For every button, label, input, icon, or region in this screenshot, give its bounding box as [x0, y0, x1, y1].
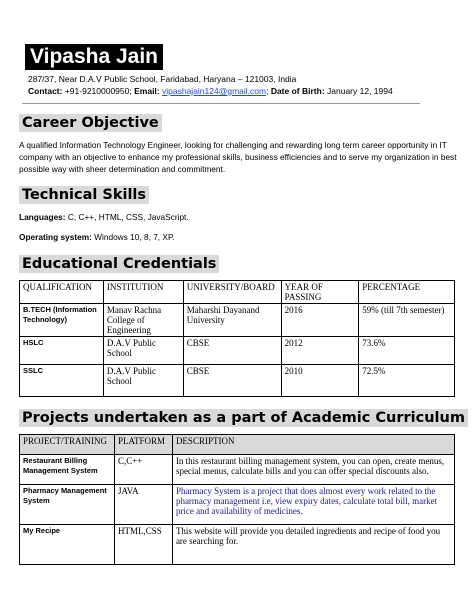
table-row: [20, 455, 455, 485]
percentage-cell: 72.5%: [359, 365, 455, 397]
platform-cell: C,C++: [114, 455, 172, 485]
table-row: [20, 485, 455, 525]
resume-name: Vipasha Jain: [25, 44, 163, 70]
column-header: QUALIFICATION: [20, 281, 104, 304]
column-header: UNIVERSITY/BOARD: [183, 281, 281, 304]
qualification-cell: HSLC: [20, 337, 104, 365]
email-link[interactable]: vipashajain124@gmail.com: [162, 86, 267, 96]
email-label: Email:: [134, 86, 160, 96]
board-cell: Maharshi Dayanand University: [183, 304, 281, 337]
description-cell: This website will provide you detailed ingredients and recipe of food you are searching for.: [172, 525, 454, 565]
project-name-cell: Restaurant Billing Management System: [20, 455, 115, 485]
year-cell: 2010: [281, 365, 359, 397]
qualification-cell: SSLC: [20, 365, 104, 397]
education-header-row: [20, 281, 455, 304]
description-cell: Pharmacy System is a project that does almost every work related to the pharmacy management i.e, view expiry dates, calculate total bill, market price and availability of medicines.: [172, 485, 454, 525]
column-header: DESCRIPTION: [172, 435, 454, 455]
platform-cell: HTML,CSS: [114, 525, 172, 565]
languages-label: Languages:: [19, 212, 66, 222]
platform-cell: JAVA: [114, 485, 172, 525]
table-row: [20, 525, 455, 565]
year-cell: 2016: [281, 304, 359, 337]
column-header: YEAR OF PASSING: [281, 281, 359, 304]
column-header: INSTITUTION: [103, 281, 183, 304]
header-divider: [22, 103, 420, 104]
project-name-cell: My Recipe: [20, 525, 115, 565]
education-table: [19, 280, 455, 397]
table-row: [20, 337, 455, 365]
languages-value: C, C++, HTML, CSS, JavaScript.: [65, 212, 189, 222]
institution-cell: D.A.V Public School: [103, 365, 183, 397]
contact-value: +91-9210000950;: [62, 86, 132, 96]
os-line: [19, 232, 175, 242]
os-value: Windows 10, 8, 7, XP.: [91, 232, 175, 242]
board-cell: CBSE: [183, 365, 281, 397]
career-objective-heading: Career Objective: [19, 114, 162, 132]
education-heading: Educational Credentials: [19, 255, 219, 273]
institution-cell: Manav Rachna College of Engineering: [103, 304, 183, 337]
table-row: [20, 365, 455, 397]
institution-cell: D.A.V Public School: [103, 337, 183, 365]
percentage-cell: 73.6%: [359, 337, 455, 365]
contact-line: Contact: +91-9210000950; Email: vipashajain124@gmail.com; Date of Birth: January 12, 1994: [28, 86, 393, 96]
projects-heading: Projects undertaken as a part of Academic Curriculum: [19, 409, 468, 427]
projects-table: [19, 434, 455, 565]
qualification-cell: B.TECH (Information Technology): [20, 304, 104, 337]
board-cell: CBSE: [183, 337, 281, 365]
os-label: Operating system:: [19, 232, 92, 242]
career-objective-text: A qualified Information Technology Engineer, looking for challenging and rewarding long term career opportunity in IT company with an objective to enhance my professional skills, business efficiencies and to serve my organization in best possible way with sheer determination and commitment.: [19, 140, 457, 174]
projects-header-row: [20, 435, 455, 455]
column-header: PERCENTAGE: [359, 281, 455, 304]
column-header: PROJECT/TRAINING: [20, 435, 115, 455]
percentage-cell: 59% (till 7th semester): [359, 304, 455, 337]
description-cell: In this restaurant billing management system, you can open, create menus, special menus, calculate bills and you can offer special discounts also.: [172, 455, 454, 485]
dob-label: Date of Birth:: [270, 86, 325, 96]
project-name-cell: Pharmacy Management System: [20, 485, 115, 525]
column-header: PLATFORM: [114, 435, 172, 455]
languages-line: [19, 212, 189, 222]
contact-label: Contact:: [28, 86, 63, 96]
address-line: 287/37, Near D.A.V Public School, Faridabad, Haryana – 121003, India: [28, 74, 297, 84]
table-row: [20, 304, 455, 337]
year-cell: 2012: [281, 337, 359, 365]
technical-skills-heading: Technical Skills: [19, 186, 149, 204]
dob-value: January 12, 1994: [324, 86, 393, 96]
